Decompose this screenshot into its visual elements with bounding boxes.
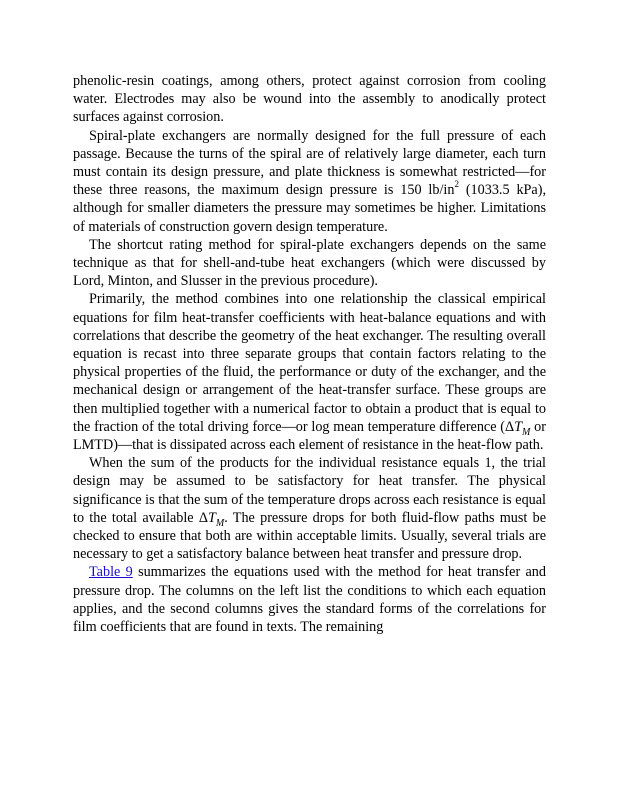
table-9-link[interactable]: Table 9: [89, 564, 133, 581]
method-description-text-cont: or LMTD)—that is dissipated across each element of resistance in the heat-flow path.: [73, 418, 546, 454]
paragraph-method-description: [73, 290, 546, 454]
sum-of-products-text: When the sum of the products for the individual resistance equals 1, the trial design may be assumed to be satisfactory for heat transfer. The physical significance is that the sum of the temperature drops across each resistance is equal to the total available Δ: [73, 455, 546, 526]
delta-t-subscript: M: [215, 517, 225, 529]
paragraph-corrosion-text: phenolic-resin coatings, among others, protect against corrosion from cooling water. Electrodes may also be wound into the assembly to anodically protect surfaces against corrosion.: [73, 73, 546, 126]
paragraph-sum-of-products: [73, 454, 546, 563]
document-page: [73, 72, 546, 636]
sum-of-products-text-cont: . The pressure drops for both fluid-flow paths must be checked to ensure that both are within acceptable limits. Usually, several trials are necessary to get a satisfactory balance between heat transfer and pressure drop.: [73, 509, 546, 563]
paragraph-shortcut-method-text: The shortcut rating method for spiral-plate exchangers depends on the same technique as that for shell-and-tube heat exchangers (which were discussed by Lord, Minton, and Slusser in the previous procedure).: [73, 236, 546, 290]
design-pressure-text-cont: (1033.5 kPa), although for smaller diameters the pressure may sometimes be higher. Limitations of materials of construction govern design temperature.: [73, 182, 547, 235]
delta-t-symbol: T: [514, 418, 523, 435]
delta-t-symbol: T: [207, 509, 216, 526]
method-description-text: Primarily, the method combines into one relationship the classical empirical equations for film heat-transfer coefficients with heat-balance equations and with correlations that describe the geometry of the heat exchanger. The resulting overall equation is recast into three separate groups that contain factors relating to the physical properties of the fluid, the performance or duty of the exchanger, and the mechanical design or arrangement of the heat-transfer surface. These groups are then multiplied together with a numerical factor to obtain a product that is equal to the fraction of the total driving force—or log mean temperature difference (Δ: [73, 291, 546, 435]
paragraph-table-summary: [73, 563, 546, 636]
table-summary-text: summarizes the equations used with the method for heat transfer and pressure drop. The columns on the left list the conditions to which each equation applies, and the second columns gives the standard forms of the correlations for film coefficients that are found in texts. The remaining: [73, 564, 546, 636]
paragraph-shortcut-method: [73, 236, 546, 291]
design-pressure-text: Spiral-plate exchangers are normally designed for the full pressure of each passage. Because the turns of the spiral are of relatively large diameter, each turn must contain its design pressure, and plate thickness is somewhat restricted—for these three reasons, the maximum design pressure is 150 lb/in: [73, 127, 546, 199]
paragraph-design-pressure: [73, 127, 546, 236]
unit-superscript: 2: [454, 179, 459, 190]
paragraph-corrosion: [73, 72, 546, 127]
delta-t-subscript: M: [522, 426, 531, 438]
